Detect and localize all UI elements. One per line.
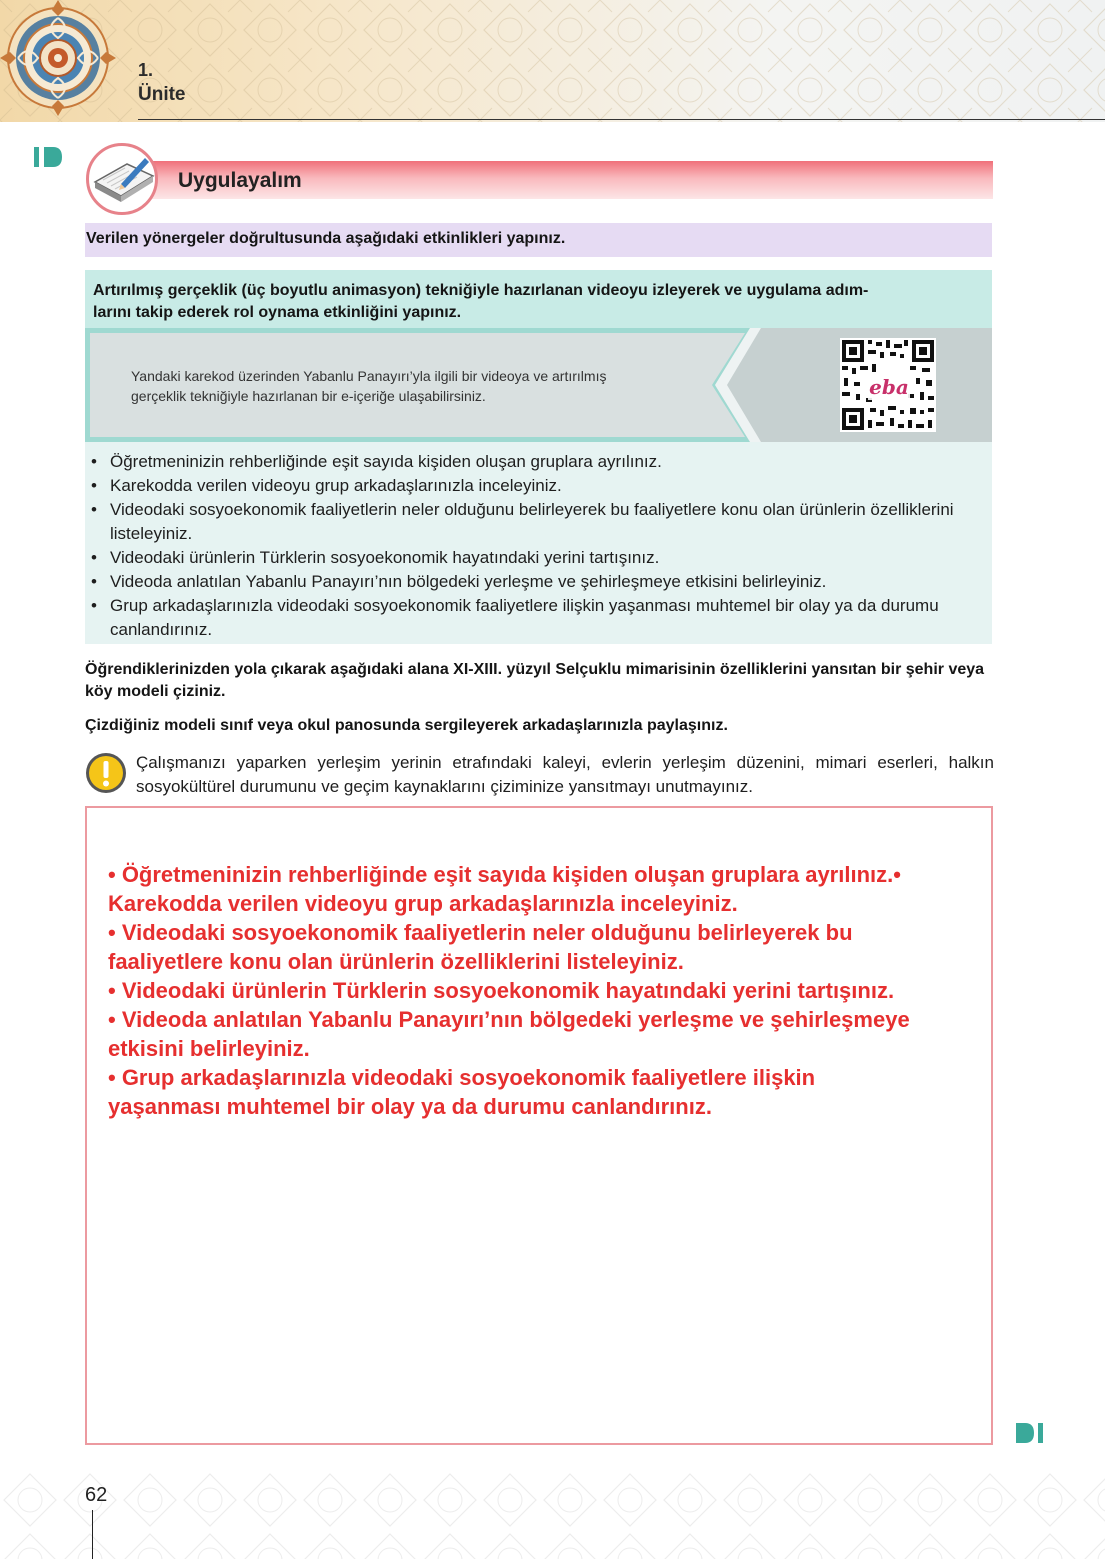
answer-line: etkisini belirleyiniz. [108,1036,310,1061]
ar-steps-list [85,450,992,642]
ar-header-line-1: Artırılmış gerçeklik (üç boyutlu animasyon) tekniğiyle hazırlanan videoyu izleyerek ve uygulama adım- [93,282,869,299]
footer-divider [92,1510,93,1559]
answer-line: • Grup arkadaşlarınızla videodaki sosyoekonomik faaliyetlere ilişkin [108,1065,816,1090]
qr-description-line-1: Yandaki karekod üzerinden Yabanlu Panayırı’yla ilgili bir videoya ve artırılmış [131,368,607,384]
ar-header-line-2: larını takip ederek rol oynama etkinliğini yapınız. [93,304,462,321]
answer-line: • Öğretmeninizin rehberliğinde eşit sayıda kişiden oluşan gruplara ayrılınız.• [108,862,901,887]
ar-activity-header [85,270,992,328]
activity-instruction: Verilen yönergeler doğrultusunda aşağıdaki etkinlikleri yapınız. [85,223,992,257]
qr-panel [85,328,992,442]
answer-line: • Videodaki ürünlerin Türklerin sosyoekonomik hayatındaki yerini tartışınız. [108,978,895,1003]
qr-code[interactable] [840,338,936,432]
answer-text [108,860,968,1121]
eba-logo: eba [869,375,909,399]
list-item: • Grup arkadaşlarınızla videodaki sosyoekonomik faaliyetlere ilişkin yaşanması muhtemel bir olay ya da durumu canlandırınız. [85,594,992,642]
activity-title: Uygulayalım [178,169,302,192]
warning-text: Çalışmanızı yaparken yerleşim yerinin etrafındaki kaleyi, evlerin yerleşim düzenini, mimari eserleri, halkın sosyokültürel durumunu ve geçim kaynaklarını çiziminize yansıtmayı unutmayınız. [136,753,994,796]
sharing-paragraph: Çizdiğiniz modeli sınıf veya okul panosunda sergileyerek arkadaşlarınızla paylaşınız. [85,717,728,734]
page-number: 62 [85,1484,108,1506]
drawing-task-paragraph: Öğrendiklerinizden yola çıkarak aşağıdaki alana XI-XIII. yüzyıl Selçuklu mimarisinin özelliklerini yansıtan bir şehir veya köy modeli çiziniz. [85,661,985,700]
list-item: • Videoda anlatılan Yabanlu Panayırı’nın bölgedeki yerleşme ve şehirleşmeye etkisini belirleyiniz. [85,570,992,594]
answer-line: yaşanması muhtemel bir olay ya da durumu canlandırınız. [108,1094,712,1119]
footer-pattern [0,1470,1105,1559]
book-pencil-icon [86,143,158,215]
qr-description-line-2: gerçeklik tekniğiyle hazırlanan bir e-içeriğe ulaşabilirsiniz. [131,388,486,404]
list-item: • Videodaki sosyoekonomik faaliyetlerin neler olduğunu belirleyerek bu faaliyetlere konu olan ürünlerin özelliklerini listeleyiniz. [85,498,992,546]
list-item: • Karekodda verilen videoyu grup arkadaşlarınızla inceleyiniz. [85,474,992,498]
list-item: • Öğretmeninizin rehberliğinde eşit sayıda kişiden oluşan gruplara ayrılınız. [85,450,992,474]
answer-line: • Videoda anlatılan Yabanlu Panayırı’nın bölgedeki yerleşme ve şehirleşmeye [108,1007,910,1032]
answer-line: Karekodda verilen videoyu grup arkadaşlarınızla inceleyiniz. [108,891,738,916]
answer-line: • Videodaki sosyoekonomik faaliyetlerin neler olduğunu belirleyerek bu [108,920,853,945]
unit-number: 1. [138,60,154,80]
ornament-medallion-icon [0,0,122,122]
qr-description [131,366,731,406]
section-start-icon [34,146,64,168]
list-item: • Videodaki ürünlerin Türklerin sosyoekonomik hayatındaki yerini tartışınız. [85,546,992,570]
ar-activity-block [85,270,992,644]
answer-line: faaliyetlere konu olan ürünlerin özelliklerini listeleyiniz. [108,949,684,974]
exclamation-icon [85,752,127,794]
unit-label: Ünite [138,84,186,105]
drawing-area[interactable] [85,806,993,1445]
section-end-icon [1014,1422,1044,1444]
header-divider [138,119,1105,120]
